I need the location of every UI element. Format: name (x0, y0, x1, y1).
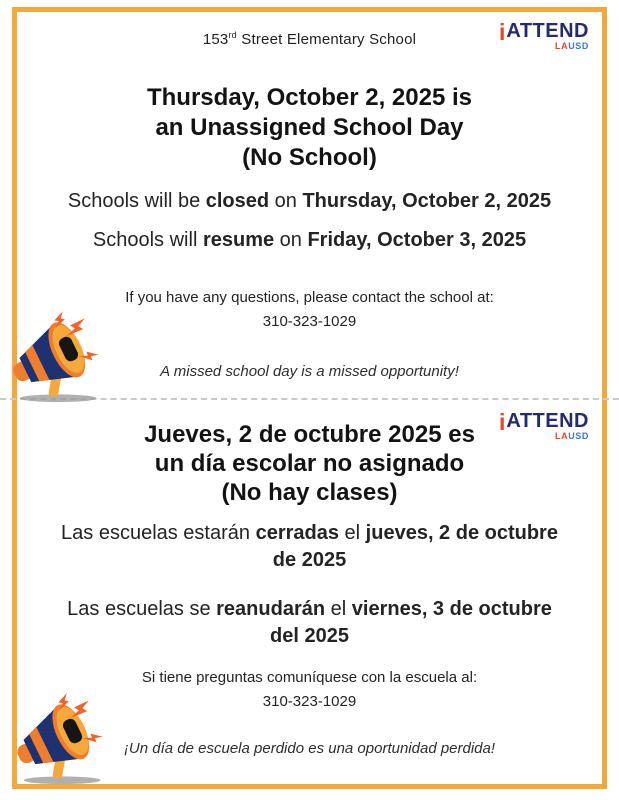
logo-attend-text: ATTEND (506, 410, 589, 432)
closed-text-2: on (269, 190, 303, 212)
logo-usd-text: USD (568, 41, 589, 51)
spanish-phone-number: 310-323-1029 (262, 693, 357, 710)
logo-i-letter: i (498, 409, 506, 435)
spanish-title-line3: (No hay clases) (221, 479, 398, 506)
closed-bold: cerradas (255, 522, 339, 544)
spanish-title-line1: Jueves, 2 de octubre 2025 es (144, 421, 475, 448)
closed-bold: closed (205, 190, 270, 212)
closed-text: Las escuelas estarán (61, 522, 256, 544)
resume-text: Schools will (92, 229, 203, 251)
english-closed-line (0, 190, 619, 213)
spanish-closed-line (0, 520, 619, 574)
iattend-lausd-logo (499, 21, 589, 51)
megaphone-shadow (24, 776, 101, 784)
school-name-number: 153 (202, 31, 229, 48)
spanish-title (0, 420, 619, 507)
english-title-line3: (No School) (242, 144, 377, 171)
resume-text-2: el (325, 598, 352, 620)
english-resume-line (0, 229, 619, 252)
english-title (0, 83, 619, 173)
resume-bold: resume (202, 229, 275, 251)
english-title-line2: an Unassigned School Day (155, 114, 464, 141)
megaphone-icon (12, 690, 120, 786)
spanish-title-line2: un día escolar no asignado (154, 450, 465, 477)
closed-text: Schools will be (67, 190, 206, 212)
english-contact-line: If you have any questions, please contact the school at: (125, 289, 494, 306)
english-tagline: A missed school day is a missed opportunity! (160, 363, 459, 380)
resume-bold: reanudarán (216, 598, 326, 620)
megaphone-icon (8, 308, 116, 404)
english-title-line1: Thursday, October 2, 2025 is (146, 84, 473, 111)
english-phone-number: 310-323-1029 (262, 313, 357, 330)
resume-date: viernes, 3 de octubre del 2025 (270, 598, 552, 647)
resume-text-2: on (274, 229, 308, 251)
megaphone-shadow (20, 394, 97, 402)
logo-la-text: LA (554, 41, 569, 51)
closed-text-2: el (338, 522, 366, 544)
logo-la-text: LA (554, 431, 569, 441)
logo-attend-text: ATTEND (506, 20, 589, 42)
school-name-ordinal: rd (228, 30, 237, 40)
spanish-resume-line (0, 596, 619, 650)
spanish-contact-line: Si tiene preguntas comuníquese con la escuela al: (141, 669, 478, 686)
logo-i-letter: i (498, 19, 506, 45)
resume-text: Las escuelas se (67, 598, 217, 620)
spanish-tagline: ¡Un día de escuela perdido es una oportunidad perdida! (123, 740, 496, 757)
closed-date: jueves, 2 de octubre de 2025 (272, 522, 558, 571)
logo-lausd-text (555, 42, 589, 51)
logo-usd-text: USD (568, 431, 589, 441)
school-name-rest: Street Elementary School (236, 31, 417, 48)
resume-date: Friday, October 3, 2025 (307, 229, 527, 251)
closed-date: Thursday, October 2, 2025 (302, 190, 552, 212)
